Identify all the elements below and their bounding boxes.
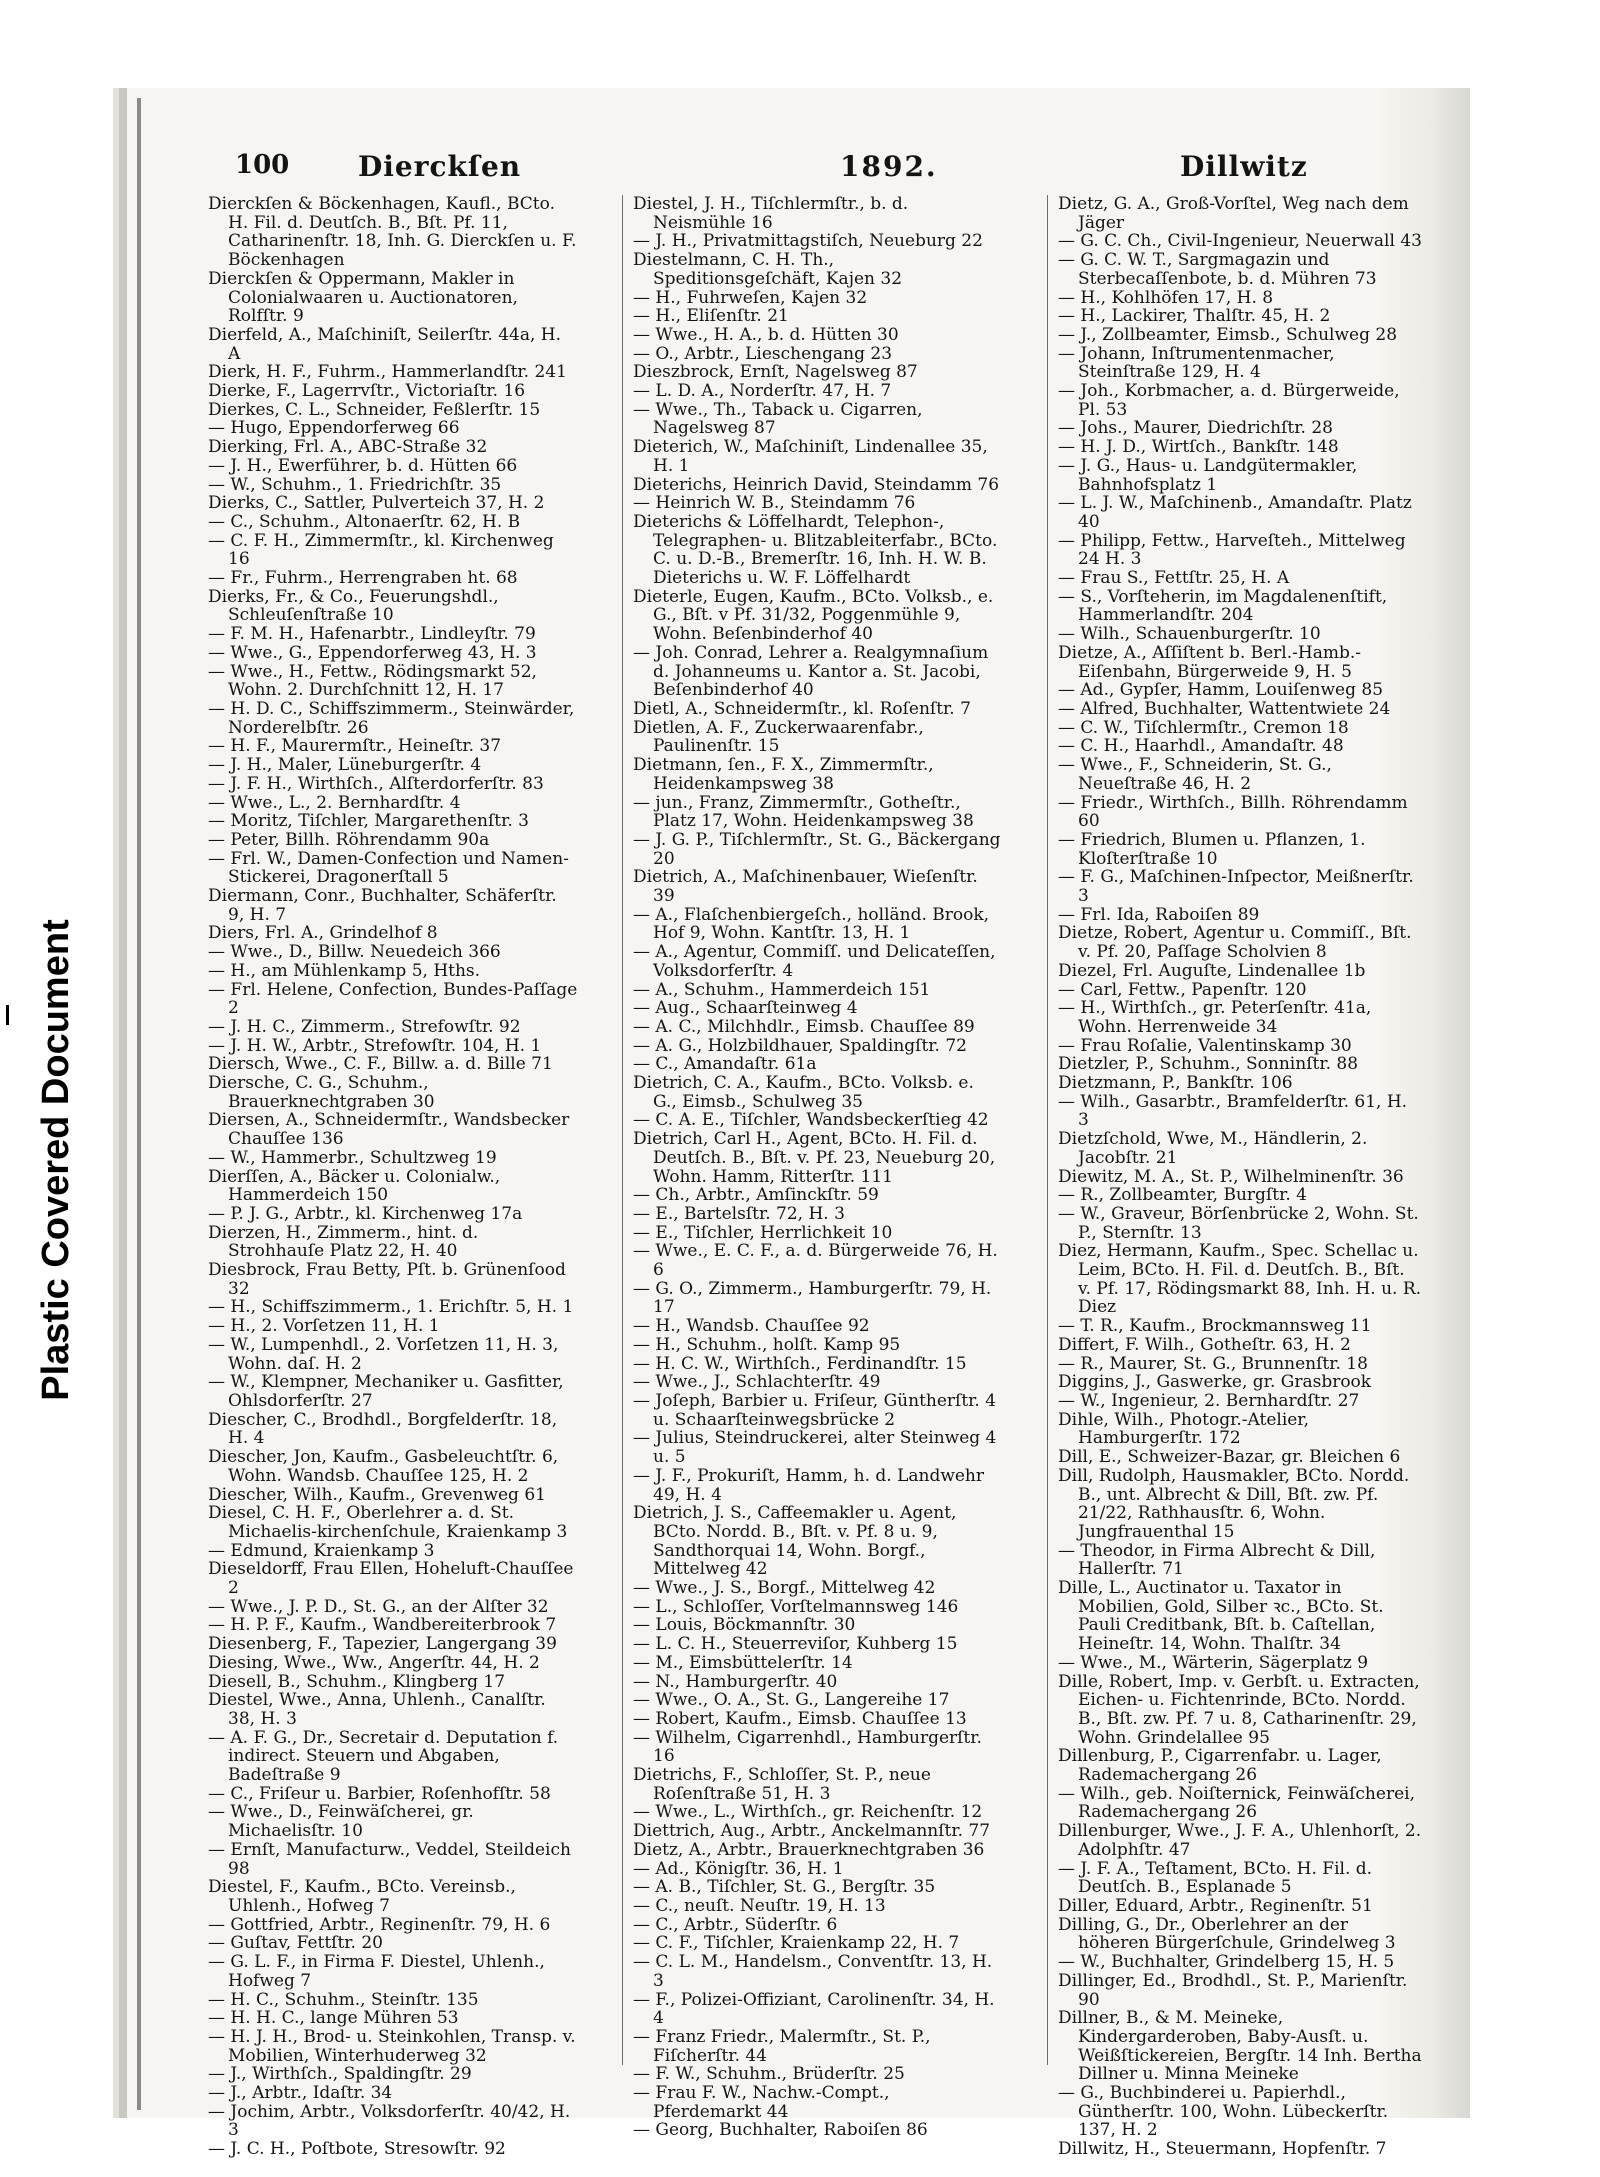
directory-entry: Dietrich, A., Maſchinenbauer, Wieſenſtr. 39 bbox=[633, 867, 978, 907]
page-number: 100 bbox=[235, 150, 290, 180]
directory-entry: Diesell, B., Schuhm., Klingberg 17 bbox=[208, 1671, 506, 1692]
directory-entry: — H., Schuhm., holſt. Kamp 95 bbox=[633, 1334, 901, 1355]
directory-entry: — H., Eliſenſtr. 21 bbox=[633, 306, 789, 327]
directory-entry: — L. D. A., Norderſtr. 47, H. 7 bbox=[633, 381, 892, 402]
directory-entry: — H., Kohlhöfen 17, H. 8 bbox=[1058, 287, 1274, 308]
directory-entry: — J. H. W., Arbtr., Strefowſtr. 104, H. 1 bbox=[208, 1035, 542, 1056]
directory-entry: — J. G. P., Tiſchlermſtr., St. G., Bäckergang 20 bbox=[633, 829, 1001, 869]
directory-entry: — Moritz, Tiſchler, Margarethenſtr. 3 bbox=[208, 811, 529, 832]
directory-entry: — G., Buchbinderei u. Papierhdl., Güntherſtr. 100, Wohn. Lübeckerſtr. 137, H. 2 bbox=[1058, 2083, 1389, 2141]
directory-entry: — H. J. H., Brod- u. Steinkohlen, Transp. v. Mobilien, Winterhuderweg 32 bbox=[208, 2026, 576, 2066]
directory-entry: — H., am Mühlenkamp 5, Hths. bbox=[208, 960, 481, 981]
directory-entry: Diestel, F., Kaufm., BCto. Vereinsb., Uhlenh., Hofweg 7 bbox=[208, 1877, 516, 1916]
directory-column-3 bbox=[1058, 194, 1423, 2160]
directory-entry: — J. F. A., Teſtament, BCto. H. Fil. d. Deutſch. B., Esplanade 5 bbox=[1058, 1858, 1373, 1898]
directory-entry: — L. J. W., Maſchinenb., Amandaſtr. Platz 40 bbox=[1058, 493, 1412, 532]
directory-entry: — Wwe., D., Billw. Neuedeich 366 bbox=[208, 942, 501, 963]
directory-entry: — J., Wirthſch., Spaldingſtr. 29 bbox=[208, 2064, 472, 2085]
directory-entry: — H., Wirthſch., gr. Peterſenſtr. 41a, Wohn. Herrenweide 34 bbox=[1058, 998, 1372, 1037]
directory-entry: — J., Zollbeamter, Eimsb., Schulweg 28 bbox=[1058, 324, 1398, 345]
directory-entry: — P. J. G., Arbtr., kl. Kirchenweg 17a bbox=[208, 1203, 523, 1224]
directory-entry: — S., Vorſteherin, im Magdalenenſtift, Hammerlandſtr. 204 bbox=[1058, 586, 1388, 626]
directory-entry: Dierckſen & Oppermann, Makler in Colonialwaaren u. Auctionatoren, Rolfſtr. 9 bbox=[208, 268, 518, 327]
directory-entry: — Friedrich, Blumen u. Pflanzen, 1. Kloſterſtraße 10 bbox=[1058, 829, 1366, 869]
directory-entry: Dihle, Wilh., Photogr.-Atelier, Hamburgerſtr. 172 bbox=[1058, 1409, 1309, 1449]
header-year: 1892. bbox=[840, 150, 938, 183]
directory-entry: Dillenburger, Wwe., J. F. A., Uhlenhorſt, 2. Adolphſtr. 47 bbox=[1058, 1821, 1422, 1860]
directory-entry: Dieseldorff, Frau Ellen, Hoheluft-Chauſſee 2 bbox=[208, 1559, 574, 1599]
directory-entry: Dietz, G. A., Groß-Vorſtel, Weg nach dem Jäger bbox=[1058, 194, 1409, 233]
directory-entry: Dierking, Frl. A., ABC-Straße 32 bbox=[208, 437, 488, 458]
header-right-keyword: Dillwitz bbox=[1180, 150, 1308, 183]
directory-entry: — J. G., Haus- u. Landgütermakler, Bahnhofsplatz 1 bbox=[1058, 455, 1358, 495]
directory-entry: — Frl. W., Damen-Confection und Namen-Stickerei, Dragonerſtall 5 bbox=[208, 848, 569, 888]
directory-entry: — Wilh., Gasarbtr., Bramfelderſtr. 61, H. 3 bbox=[1058, 1091, 1408, 1131]
directory-entry: — C. F., Tiſchler, Kraienkamp 22, H. 7 bbox=[633, 1933, 960, 1954]
directory-entry: Dille, Robert, Imp. v. Gerbſt. u. Extracten, Eichen- u. Fichtenrinde, BCto. Nordd. B., Bſt. zw. Pf. 7 u. 8, Catharinenſtr. 29, Wohn. Grindelallee 95 bbox=[1058, 1671, 1420, 1748]
directory-entry: — C. F. H., Zimmermſtr., kl. Kirchenweg 16 bbox=[208, 530, 554, 570]
directory-entry: Dieterle, Eugen, Kaufm., BCto. Volksb., e. G., Bſt. v Pf. 31/32, Poggenmühle 9, Wohn. Beſenbinderhof 40 bbox=[633, 586, 994, 645]
directory-entry: Dieterichs & Löffelhardt, Telephon-, Telegraphen- u. Blitzableiterfabr., BCto. C. u. D.-B., Bremerſtr. 16, Inh. H. W. B. Dieterichs u. W. F. Löffelhardt bbox=[633, 511, 998, 589]
directory-entry: — A., Schuhm., Hammerdeich 151 bbox=[633, 979, 931, 1000]
directory-entry: — J. F., Prokuriſt, Hamm, h. d. Landwehr 49, H. 4 bbox=[633, 1465, 985, 1505]
directory-entry: — H., Schiffszimmerm., 1. Erichſtr. 5, H. 1 bbox=[208, 1297, 574, 1318]
directory-entry: Dietrich, C. A., Kaufm., BCto. Volksb. e. G., Eimsb., Schulweg 35 bbox=[633, 1073, 974, 1112]
directory-entry: — Wwe., D., Feinwäſcherei, gr. Michaelisſtr. 10 bbox=[208, 1802, 474, 1842]
directory-entry: Diller, Eduard, Arbtr., Reginenſtr. 51 bbox=[1058, 1895, 1373, 1916]
directory-entry: — M., Eimsbüttelerſtr. 14 bbox=[633, 1652, 853, 1673]
directory-entry: — N., Hamburgerſtr. 40 bbox=[633, 1671, 838, 1692]
directory-entry: — C., Arbtr., Süderſtr. 6 bbox=[633, 1914, 838, 1935]
directory-entry: — Hugo, Eppendorferweg 66 bbox=[208, 418, 460, 439]
directory-entry: — H. D. C., Schiffszimmerm., Steinwärder, Norderelbſtr. 26 bbox=[208, 698, 575, 738]
directory-entry: — A. B., Tiſchler, St. G., Bergſtr. 35 bbox=[633, 1877, 936, 1898]
directory-entry: Dille, L., Auctinator u. Taxator in Mobilien, Gold, Silber ꝛc., BCto. St. Pauli Creditbank, Bſt. b. Caſtellan, Heineſtr. 14, Wohn. Thalſtr. 34 bbox=[1058, 1578, 1384, 1655]
directory-entry: — H., 2. Vorſetzen 11, H. 1 bbox=[208, 1316, 440, 1337]
page-binding-edge bbox=[137, 98, 141, 2110]
directory-entry: Diestel, J. H., Tiſchlermſtr., b. d. Neismühle 16 bbox=[633, 194, 909, 233]
directory-entry: — C., neuſt. Neuſtr. 19, H. 13 bbox=[633, 1895, 886, 1916]
margin-tick bbox=[6, 1005, 9, 1025]
column-divider bbox=[1047, 195, 1048, 2065]
directory-entry: — Wwe., O. A., St. G., Langereihe 17 bbox=[633, 1690, 950, 1711]
directory-entry: Dill, E., Schweizer-Bazar, gr. Bleichen 6 bbox=[1058, 1447, 1401, 1468]
directory-entry: — C., Friſeur u. Barbier, Roſenhofſtr. 58 bbox=[208, 1783, 551, 1804]
directory-entry: — Wwe., Th., Taback u. Cigarren, Nagelsweg 87 bbox=[633, 399, 923, 439]
directory-entry: Dillwitz, H., Steuermann, Hopfenſtr. 7 bbox=[1058, 2139, 1387, 2160]
directory-entry: — Wwe., L., 2. Bernhardſtr. 4 bbox=[208, 792, 461, 813]
directory-entry: — W., Ingenieur, 2. Bernhardſtr. 27 bbox=[1058, 1391, 1360, 1411]
directory-entry: Diescher, Jon, Kaufm., Gasbeleuchtſtr. 6, Wohn. Wandsb. Chauſſee 125, H. 2 bbox=[208, 1447, 559, 1486]
directory-entry: Dietz, A., Arbtr., Brauerknechtgraben 36 bbox=[633, 1839, 985, 1860]
directory-entry: Dietzmann, P., Bankſtr. 106 bbox=[1058, 1073, 1293, 1094]
directory-entry: — C. A. E., Tiſchler, Wandsbeckerſtieg 42 bbox=[633, 1110, 989, 1131]
directory-entry: — A., Flaſchenbiergeſch., holländ. Brook, Hof 9, Wohn. Kantſtr. 13, H. 1 bbox=[633, 904, 990, 944]
directory-entry: — J. H., Privatmittagstiſch, Neueburg 22 bbox=[633, 231, 983, 252]
directory-entry: — Fr., Fuhrm., Herrengraben ht. 68 bbox=[208, 568, 518, 589]
directory-entry: Diesenberg, F., Tapezier, Langergang 39 bbox=[208, 1634, 557, 1655]
directory-entry: — Ad., Königſtr. 36, H. 1 bbox=[633, 1858, 844, 1879]
directory-entry: Dieterichs, Heinrich David, Steindamm 76 bbox=[633, 474, 1000, 495]
directory-entry: — Frau Roſalie, Valentinskamp 30 bbox=[1058, 1035, 1352, 1056]
directory-entry: Dietlen, A. F., Zuckerwaarenfabr., Paulinenſtr. 15 bbox=[633, 717, 924, 757]
directory-entry: — E., Bartelsſtr. 72, H. 3 bbox=[633, 1203, 845, 1224]
directory-entry: Dillenburg, P., Cigarrenfabr. u. Lager, Rademachergang 26 bbox=[1058, 1746, 1382, 1786]
directory-entry: — Carl, Fettw., Papenſtr. 120 bbox=[1058, 979, 1307, 1000]
directory-entry: — Aug., Schaarſteinweg 4 bbox=[633, 998, 858, 1019]
directory-entry: Dilling, G., Dr., Oberlehrer an der höheren Bürgerſchule, Grindelweg 3 bbox=[1058, 1914, 1396, 1954]
directory-entry: — Ernſt, Manufacturw., Veddel, Steildeich 98 bbox=[208, 1839, 571, 1879]
directory-entry: Dietrichs, F., Schloſſer, St. P., neue Roſenſtraße 51, H. 3 bbox=[633, 1765, 931, 1804]
directory-entry: — C. W., Tiſchlermſtr., Cremon 18 bbox=[1058, 717, 1349, 738]
directory-entry: Diescher, Wilh., Kaufm., Grevenweg 61 bbox=[208, 1484, 546, 1505]
directory-entry: — Johs., Maurer, Diedrichſtr. 28 bbox=[1058, 418, 1333, 439]
directory-entry: — T. R., Kaufm., Brockmannsweg 11 bbox=[1058, 1316, 1372, 1337]
directory-entry: — Wwe., E. C. F., a. d. Bürgerweide 76, H. 6 bbox=[633, 1241, 998, 1281]
directory-entry: — Alfred, Buchhalter, Wattentwiete 24 bbox=[1058, 698, 1391, 719]
directory-entry: Dierks, Fr., & Co., Feuerungshdl., Schleuſenſtraße 10 bbox=[208, 586, 499, 626]
directory-entry: — A. C., Milchhdlr., Eimsb. Chauſſee 89 bbox=[633, 1016, 975, 1037]
directory-entry: — G. O., Zimmerm., Hamburgerſtr. 79, H. 17 bbox=[633, 1278, 992, 1318]
directory-entry: — J. F. H., Wirthſch., Alſterdorferſtr. 83 bbox=[208, 773, 544, 794]
directory-entry: — W., Klempner, Mechaniker u. Gasfitter, Ohlsdorferſtr. 27 bbox=[208, 1372, 564, 1411]
directory-entry: — H., Wandsb. Chauſſee 92 bbox=[633, 1316, 870, 1337]
directory-entry: — Joh. Conrad, Lehrer a. Realgymnaſium d. Johanneums u. Kantor a. St. Jacobi, Beſenbinderhof 40 bbox=[633, 642, 989, 701]
directory-entry: Dietzſchold, Wwe, M., Händlerin, 2. Jacobſtr. 21 bbox=[1058, 1129, 1368, 1168]
directory-entry: Dillinger, Ed., Brodhdl., St. P., Marienſtr. 90 bbox=[1058, 1970, 1408, 2010]
directory-entry: — H., Lackirer, Thalſtr. 45, H. 2 bbox=[1058, 306, 1331, 327]
directory-entry: Diesbrock, Frau Betty, Pſt. b. Grünenſood 32 bbox=[208, 1260, 566, 1299]
directory-entry: — Wwe., J., Schlachterſtr. 49 bbox=[633, 1372, 881, 1393]
directory-entry: — Joh., Korbmacher, a. d. Bürgerweide, Pl. 53 bbox=[1058, 381, 1400, 420]
directory-entry: — J. H. C., Zimmerm., Strefowſtr. 92 bbox=[208, 1016, 521, 1037]
directory-entry: — H., Fuhrweſen, Kajen 32 bbox=[633, 287, 868, 308]
directory-entry: Diestelmann, C. H. Th., Speditionsgeſchäft, Kajen 32 bbox=[633, 250, 903, 289]
directory-entry: — W., Buchhalter, Grindelberg 15, H. 5 bbox=[1058, 1952, 1395, 1973]
directory-entry: — Frl. Helene, Confection, Bundes-Paſſage 2 bbox=[208, 979, 578, 1019]
directory-entry: — Wwe., J. S., Borgf., Mittelweg 42 bbox=[633, 1578, 936, 1599]
directory-entry: — Joſeph, Barbier u. Friſeur, Güntherſtr. 4 u. Schaarſteinwegsbrücke 2 bbox=[633, 1391, 997, 1430]
directory-entry: — C., Amandaſtr. 61a bbox=[633, 1054, 817, 1075]
directory-entry: — J. C. H., Poſtbote, Stresowſtr. 92 bbox=[208, 2139, 506, 2160]
directory-entry: — A. F. G., Dr., Secretair d. Deputation f. indirect. Steuern und Abgaben, Badeſtraße 9 bbox=[208, 1727, 559, 1786]
directory-entry: Diesel, C. H. F., Oberlehrer a. d. St. Michaelis-kirchenſchule, Kraienkamp 3 bbox=[208, 1503, 568, 1542]
directory-entry: — G. L. F., in Firma F. Diestel, Uhlenh., Hofweg 7 bbox=[208, 1952, 545, 1991]
directory-entry: — C. L. M., Handelsm., Conventſtr. 13, H. 3 bbox=[633, 1952, 993, 1991]
directory-entry: — Wilh., geb. Noiſternick, Feinwäſcherei, Rademachergang 26 bbox=[1058, 1783, 1415, 1823]
directory-entry: Dierzen, H., Zimmerm., hint. d. Strohhauſe Platz 22, H. 40 bbox=[208, 1222, 479, 1262]
directory-entry: — W., Schuhm., 1. Friedrichſtr. 35 bbox=[208, 474, 502, 495]
directory-entry: Diersche, C. G., Schuhm., Brauerknechtgraben 30 bbox=[208, 1073, 435, 1112]
directory-entry: — Gottfried, Arbtr., Reginenſtr. 79, H. 6 bbox=[208, 1914, 551, 1935]
directory-entry: — J., Arbtr., Idaſtr. 34 bbox=[208, 2083, 393, 2104]
directory-entry: — F. M. H., Hafenarbtr., Lindleyſtr. 79 bbox=[208, 624, 536, 645]
directory-entry: — Heinrich W. B., Steindamm 76 bbox=[633, 493, 916, 514]
directory-entry: Dietze, Robert, Agentur u. Commiſſ., Bſt. v. Pf. 20, Paſſage Scholvien 8 bbox=[1058, 923, 1412, 963]
directory-entry: Dierſſen, A., Bäcker u. Colonialw., Hammerdeich 150 bbox=[208, 1166, 501, 1206]
directory-entry: Dierk, H. F., Fuhrm., Hammerlandſtr. 241 bbox=[208, 362, 567, 383]
directory-entry: — jun., Franz, Zimmermſtr., Gotheſtr., Platz 17, Wohn. Heidenkampsweg 38 bbox=[633, 792, 974, 832]
directory-entry: Diettrich, Aug., Arbtr., Anckelmannſtr. 77 bbox=[633, 1821, 991, 1842]
directory-entry: — Wilhelm, Cigarrenhdl., Hamburgerſtr. 16 bbox=[633, 1727, 982, 1767]
directory-entry: — Wwe., F., Schneiderin, St. G., Neueſtraße 46, H. 2 bbox=[1058, 755, 1332, 794]
directory-entry: Dierks, C., Sattler, Pulverteich 37, H. 2 bbox=[208, 493, 545, 514]
directory-entry: — Ch., Arbtr., Amſinckſtr. 59 bbox=[633, 1185, 879, 1206]
column-divider bbox=[622, 195, 623, 2065]
directory-entry: — Peter, Billh. Röhrendamm 90a bbox=[208, 829, 490, 850]
directory-entry: — Louis, Böckmannſtr. 30 bbox=[633, 1615, 856, 1636]
directory-entry: Dietze, A., Aſſiſtent b. Berl.-Hamb.-Eiſenbahn, Bürgerweide 9, H. 5 bbox=[1058, 642, 1362, 682]
directory-entry: — C. H., Haarhdl., Amandaſtr. 48 bbox=[1058, 736, 1344, 757]
directory-entry: Diewitz, M. A., St. P., Wilhelminenſtr. 36 bbox=[1058, 1166, 1404, 1187]
directory-entry: — Frau S., Fettſtr. 25, H. A bbox=[1058, 568, 1290, 589]
directory-entry: — Jochim, Arbtr., Volksdorferſtr. 40/42, H. 3 bbox=[208, 2101, 571, 2141]
directory-entry: — W., Hammerbr., Schultzweg 19 bbox=[208, 1147, 497, 1168]
directory-entry: — Georg, Buchhalter, Raboiſen 86 bbox=[633, 2120, 928, 2141]
directory-entry: — H. H. C., lange Mühren 53 bbox=[208, 2008, 459, 2029]
directory-entry: Dierkes, C. L., Schneider, Feßlerſtr. 15 bbox=[208, 399, 541, 420]
directory-entry: Diersch, Wwe., C. F., Billw. a. d. Bille 71 bbox=[208, 1054, 553, 1075]
directory-entry: Dierckſen & Böckenhagen, Kaufl., BCto. H. Fil. d. Deutſch. B., Bſt. Pf. 11, Catharinenſtr. 18, Inh. G. Dierckſen u. F. Böckenhagen bbox=[208, 194, 577, 271]
directory-entry: Dierke, F., Lagerrvſtr., Victoriaſtr. 16 bbox=[208, 381, 526, 402]
directory-entry: Diggins, J., Gaswerke, gr. Grasbrook bbox=[1058, 1372, 1372, 1393]
directory-entry: — A., Agentur, Commiſſ. und Delicateſſen, Volksdorferſtr. 4 bbox=[633, 942, 996, 981]
directory-entry: — F., Polizei-Offiziant, Carolinenſtr. 34, H. 4 bbox=[633, 1989, 995, 2029]
directory-entry: — Robert, Kaufm., Eimsb. Chauſſee 13 bbox=[633, 1708, 967, 1729]
directory-entry: — Johann, Inſtrumentenmacher, Steinſtraße 129, H. 4 bbox=[1058, 343, 1335, 383]
directory-entry: — L., Schloſſer, Vorſtelmannsweg 146 bbox=[633, 1596, 959, 1617]
directory-entry: — H. P. F., Kaufm., Wandbereiterbrook 7 bbox=[208, 1615, 557, 1636]
directory-column-2 bbox=[633, 194, 1003, 2141]
directory-entry: — Frl. Ida, Raboiſen 89 bbox=[1058, 904, 1260, 925]
directory-entry: — Wilh., Schauenburgerſtr. 10 bbox=[1058, 624, 1321, 645]
directory-entry: — G. C. W. T., Sargmagazin und Sterbecaſſenbote, b. d. Mühren 73 bbox=[1058, 250, 1377, 289]
header-left-keyword: Dierckſen bbox=[358, 150, 522, 183]
directory-entry: — F. G., Maſchinen-Inſpector, Meißnerſtr. 3 bbox=[1058, 867, 1414, 907]
directory-entry: — H. F., Maurermſtr., Heineſtr. 37 bbox=[208, 736, 502, 757]
directory-entry: — Frau F. W., Nachw.-Compt., Pferdemarkt 44 bbox=[633, 2083, 890, 2122]
directory-entry: — J. H., Ewerführer, b. d. Hütten 66 bbox=[208, 455, 518, 476]
directory-column-1 bbox=[208, 194, 578, 2160]
directory-entry: — Wwe., H. A., b. d. Hütten 30 bbox=[633, 324, 899, 345]
directory-entry: — A. G., Holzbildhauer, Spaldingſtr. 72 bbox=[633, 1035, 967, 1056]
directory-entry: — O., Arbtr., Lieschengang 23 bbox=[633, 343, 893, 364]
directory-entry: — Wwe., G., Eppendorferweg 43, H. 3 bbox=[208, 642, 537, 663]
directory-entry: — R., Maurer, St. G., Brunnenſtr. 18 bbox=[1058, 1353, 1368, 1374]
directory-entry: Diersen, A., Schneidermſtr., Wandsbecker Chauſſee 136 bbox=[208, 1110, 570, 1150]
directory-entry: Diezel, Frl. Auguſte, Lindenallee 1b bbox=[1058, 960, 1366, 981]
directory-entry: Diescher, C., Brodhdl., Borgfelderſtr. 18, H. 4 bbox=[208, 1409, 558, 1449]
directory-entry: Diestel, Wwe., Anna, Uhlenh., Canalſtr. 38, H. 3 bbox=[208, 1690, 546, 1729]
directory-entry: — Edmund, Kraienkamp 3 bbox=[208, 1540, 435, 1561]
directory-entry: — G. C. Ch., Civil-Ingenieur, Neuerwall 43 bbox=[1058, 231, 1422, 252]
directory-entry: Dieszbrock, Ernſt, Nagelsweg 87 bbox=[633, 362, 918, 383]
directory-entry: Diers, Frl. A., Grindelhof 8 bbox=[208, 923, 438, 944]
directory-entry: — Wwe., H., Fettw., Rödingsmarkt 52, Wohn. 2. Durchſchnitt 12, H. 17 bbox=[208, 661, 537, 701]
directory-entry: — Ad., Gypſer, Hamm, Louiſenweg 85 bbox=[1058, 680, 1384, 701]
directory-entry: Dietrich, Carl H., Agent, BCto. H. Fil. d. Deutſch. B., Bſt. v. Pf. 23, Neueburg 20, Wohn. Hamm, Ritterſtr. 111 bbox=[633, 1129, 996, 1187]
directory-entry: — Wwe., J. P. D., St. G., an der Alſter 32 bbox=[208, 1596, 549, 1617]
directory-entry: — Guſtav, Fettſtr. 20 bbox=[208, 1933, 383, 1954]
directory-entry: — Friedr., Wirthſch., Billh. Röhrendamm 60 bbox=[1058, 792, 1408, 832]
side-label: Plastic Covered Document bbox=[35, 919, 77, 1401]
directory-entry: — R., Zollbeamter, Burgſtr. 4 bbox=[1058, 1185, 1307, 1206]
directory-entry: Dietzler, P., Schuhm., Sonninſtr. 88 bbox=[1058, 1054, 1359, 1075]
directory-entry: Diesing, Wwe., Ww., Angerſtr. 44, H. 2 bbox=[208, 1652, 540, 1673]
directory-entry: — J. H., Maler, Lüneburgerſtr. 4 bbox=[208, 755, 482, 776]
directory-entry: — F. W., Schuhm., Brüderſtr. 25 bbox=[633, 2064, 905, 2085]
directory-entry: — W., Graveur, Börſenbrücke 2, Wohn. St. P., Sternſtr. 13 bbox=[1058, 1203, 1419, 1243]
directory-entry: — Wwe., M., Wärterin, Sägerplatz 9 bbox=[1058, 1652, 1369, 1673]
directory-entry: Differt, F. Wilh., Gotheſtr. 63, H. 2 bbox=[1058, 1334, 1351, 1355]
directory-entry: Dietl, A., Schneidermſtr., kl. Roſenſtr. 7 bbox=[633, 698, 971, 719]
directory-entry: — Julius, Steindruckerei, alter Steinweg 4 u. 5 bbox=[633, 1428, 997, 1468]
directory-entry: Dill, Rudolph, Hausmakler, BCto. Nordd. B., unt. Albrecht & Dill, Bſt. zw. Pf. 21/22, Rathhausſtr. 6, Wohn. Jungfrauenthal 15 bbox=[1058, 1465, 1410, 1542]
directory-entry: Dierfeld, A., Maſchiniſt, Seilerſtr. 44a, H. A bbox=[208, 324, 562, 364]
directory-entry: Dietmann, ſen., F. X., Zimmermſtr., Heidenkampsweg 38 bbox=[633, 755, 934, 794]
directory-entry: — H. C., Schuhm., Steinſtr. 135 bbox=[208, 1989, 479, 2010]
directory-entry: — Philipp, Fettw., Harveſteh., Mittelweg 24 H. 3 bbox=[1058, 530, 1406, 570]
directory-entry: — Wwe., L., Wirthſch., gr. Reichenſtr. 12 bbox=[633, 1802, 983, 1823]
directory-entry: Dieterich, W., Maſchiniſt, Lindenallee 35, H. 1 bbox=[633, 437, 988, 476]
directory-entry: Dietrich, J. S., Caffeemakler u. Agent, BCto. Nordd. B., Bſt. v. Pf. 8 u. 9, Sandthorquai 14, Wohn. Borgf., Mittelweg 42 bbox=[633, 1503, 957, 1580]
directory-entry: — Theodor, in Firma Albrecht & Dill, Hallerſtr. 71 bbox=[1058, 1540, 1376, 1580]
directory-entry: Diermann, Conr., Buchhalter, Schäferſtr. 9, H. 7 bbox=[208, 886, 557, 925]
directory-entry: — Franz Friedr., Malermſtr., St. P., Fiſcherſtr. 44 bbox=[633, 2026, 931, 2066]
directory-entry: — H. J. D., Wirtſch., Bankſtr. 148 bbox=[1058, 437, 1339, 458]
directory-entry: Dillner, B., & M. Meineke, Kindergarderoben, Baby-Ausſt. u. Weißſtickereien, Bergſtr. 14 Inh. Bertha Dillner u. Minna Meineke bbox=[1058, 2008, 1422, 2085]
directory-entry: — L. C. H., Steuerreviſor, Kuhberg 15 bbox=[633, 1634, 958, 1655]
directory-entry: — W., Lumpenhdl., 2. Vorſetzen 11, H. 3, Wohn. daſ. H. 2 bbox=[208, 1334, 559, 1374]
directory-entry: Diez, Hermann, Kaufm., Spec. Schellac u. Leim, BCto. H. Fil. d. Deutſch. B., Bſt. v. Pf. 17, Rödingsmarkt 88, Inh. H. u. R. Diez bbox=[1058, 1241, 1422, 1318]
directory-entry: — E., Tiſchler, Herrlichkeit 10 bbox=[633, 1222, 893, 1243]
directory-entry: — H. C. W., Wirthſch., Ferdinandſtr. 15 bbox=[633, 1353, 967, 1374]
directory-entry: — C., Schuhm., Altonaerſtr. 62, H. B bbox=[208, 511, 521, 532]
